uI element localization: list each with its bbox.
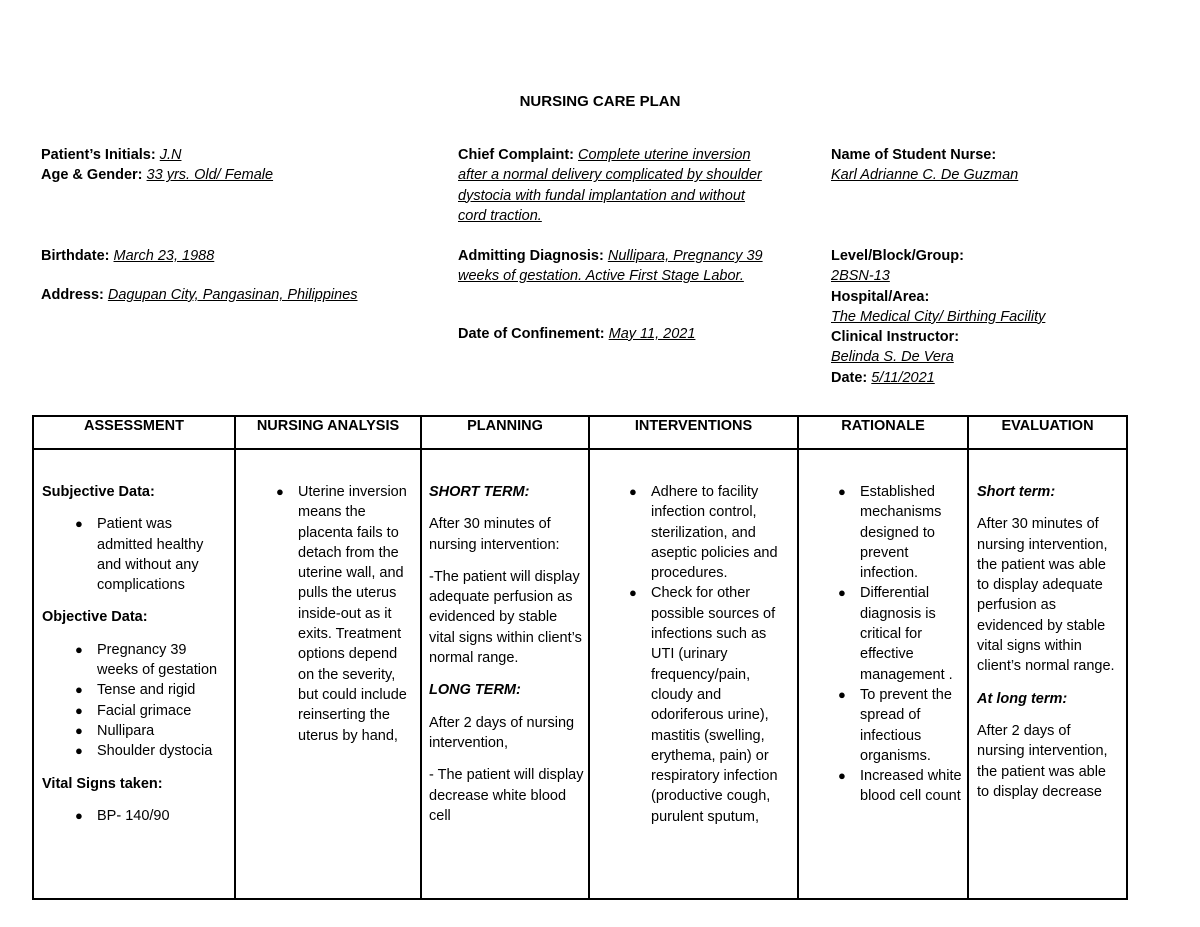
- care-plan-table: [32, 415, 1128, 900]
- address-value: Dagupan City, Pangasinan, Philippines: [107, 287, 358, 303]
- bullet-icon: ●: [75, 516, 83, 532]
- intervention-text: Adhere to facility infection control, sterilization, and aseptic policies and procedures.: [651, 484, 778, 582]
- admitting-diagnosis: [458, 246, 828, 287]
- chief-complaint: [458, 145, 828, 226]
- objective-item: [75, 680, 222, 700]
- objective-text: Shoulder dystocia: [97, 743, 213, 760]
- student-details: [831, 246, 1131, 388]
- planning-cell: [421, 449, 589, 899]
- vitals-label: Vital Signs taken:: [42, 775, 163, 792]
- short-term-goal: -The patient will display adequate perfusion as evidenced by stable vital signs within client’s normal range.: [429, 568, 582, 667]
- diagnosis-line: weeks of gestation. Active First Stage Labor.: [458, 268, 744, 285]
- date-value: 5/11/2021: [871, 369, 935, 386]
- analysis-item: [276, 482, 414, 746]
- rationale-item: [838, 583, 964, 684]
- analysis-text: Uterine inversion means the placenta fails to detach from the uterine wall, and pulls the uterus inside-out as it exits. Treatment options depend on the severity, but could include reinserting the uterus by hand,: [298, 484, 407, 744]
- short-term-intro: After 30 minutes of nursing intervention:: [429, 516, 560, 553]
- objective-item: [75, 640, 222, 681]
- address-label: Address:: [41, 287, 104, 303]
- table-row: [33, 449, 1127, 899]
- student-name-label: Name of Student Nurse:: [831, 147, 997, 163]
- intervention-item: [629, 482, 793, 583]
- rationale-item: [838, 766, 964, 807]
- subjective-item: [75, 514, 222, 595]
- objective-text: Pregnancy 39 weeks of gestation: [97, 641, 218, 679]
- rationale-text: Established mechanisms designed to prevent infection.: [860, 484, 942, 582]
- eval-short-text: After 30 minutes of nursing intervention, the patient was able to display adequate perfusion as evidenced by stable vital signs within client’s normal range.: [977, 516, 1115, 675]
- objective-text: Facial grimace: [97, 702, 192, 719]
- student-name-value: Karl Adrianne C. De Guzman: [831, 167, 1019, 184]
- instructor-value: Belinda S. De Vera: [831, 349, 954, 366]
- interventions-cell: [589, 449, 798, 899]
- bullet-icon: ●: [276, 484, 284, 499]
- bullet-icon: ●: [838, 686, 846, 702]
- complaint-line: dystocia with fundal implantation and without: [458, 187, 745, 204]
- student-info: [831, 145, 1131, 186]
- birthdate-value: March 23, 1988: [113, 248, 215, 264]
- bullet-icon: ●: [75, 807, 83, 823]
- diagnosis-line: Nullipara, Pregnancy 39: [607, 248, 763, 264]
- vitals-item: [75, 806, 222, 826]
- header-nursing-analysis: NURSING ANALYSIS: [235, 416, 421, 449]
- complaint-line: cord traction.: [458, 207, 542, 224]
- header-interventions: INTERVENTIONS: [589, 416, 798, 449]
- diagnosis-label: Admitting Diagnosis:: [458, 248, 604, 264]
- objective-text: Nullipara: [97, 722, 155, 739]
- header-planning: PLANNING: [421, 416, 589, 449]
- eval-long-label: At long term:: [977, 690, 1068, 707]
- address-line: [41, 285, 451, 305]
- rationale-item: [838, 482, 964, 583]
- instructor-label: Clinical Instructor:: [831, 329, 960, 346]
- bullet-icon: ●: [75, 702, 83, 718]
- subjective-text: Patient was admitted healthy and without any complications: [97, 516, 204, 594]
- analysis-cell: [235, 449, 421, 899]
- confinement-label: Date of Confinement:: [458, 326, 605, 342]
- hospital-value: The Medical City/ Birthing Facility: [831, 308, 1046, 325]
- long-term-goal: - The patient will display decrease white blood cell: [429, 767, 584, 824]
- level-label: Level/Block/Group:: [831, 248, 964, 264]
- rationale-cell: [798, 449, 968, 899]
- complaint-label: Chief Complaint:: [458, 147, 574, 163]
- rationale-text: To prevent the spread of infectious organisms.: [860, 686, 952, 764]
- level-value: 2BSN-13: [831, 268, 890, 285]
- complaint-line: after a normal delivery complicated by shoulder: [458, 167, 762, 184]
- assessment-cell: [33, 449, 235, 899]
- subjective-label: Subjective Data:: [42, 484, 155, 500]
- confinement-value: May 11, 2021: [608, 326, 696, 342]
- table-header-row: [33, 416, 1127, 449]
- page-title: NURSING CARE PLAN: [519, 93, 681, 110]
- age-label: Age & Gender:: [41, 167, 143, 184]
- rationale-text: Increased white blood cell count: [860, 768, 962, 805]
- header-assessment: ASSESSMENT: [33, 416, 235, 449]
- objective-item: [75, 701, 222, 721]
- objective-label: Objective Data:: [42, 609, 148, 626]
- bullet-icon: ●: [75, 682, 83, 698]
- objective-item: [75, 741, 222, 761]
- bullet-icon: ●: [75, 722, 83, 738]
- patient-info: [41, 145, 441, 186]
- evaluation-cell: [968, 449, 1127, 899]
- rationale-item: [838, 685, 964, 766]
- bullet-icon: ●: [629, 484, 637, 499]
- initials-value: J.N: [159, 147, 182, 163]
- eval-short-label: Short term:: [977, 484, 1056, 500]
- bullet-icon: ●: [629, 585, 637, 601]
- objective-text: Tense and rigid: [97, 682, 196, 699]
- bullet-icon: ●: [838, 484, 846, 499]
- bullet-icon: ●: [75, 743, 83, 759]
- hospital-label: Hospital/Area:: [831, 288, 930, 305]
- date-label: Date:: [831, 369, 868, 386]
- complaint-line: Complete uterine inversion: [578, 147, 751, 163]
- short-term-label: SHORT TERM:: [429, 484, 530, 500]
- objective-item: [75, 721, 222, 741]
- intervention-text: Check for other possible sources of infections such as UTI (urinary frequency/pain, cloudy and odoriferous urine), mastitis (swelling, erythema, pain) or respiratory infection (productive cough, purulent sputum,: [651, 585, 778, 825]
- vitals-text: BP- 140/90: [97, 807, 170, 824]
- age-value: 33 yrs. Old/ Female: [146, 167, 274, 184]
- header-evaluation: EVALUATION: [968, 416, 1127, 449]
- intervention-item: [629, 583, 793, 827]
- eval-long-text: After 2 days of nursing intervention, the patient was able to display decrease: [977, 722, 1108, 800]
- confinement-line: [458, 324, 828, 344]
- birthdate-line: [41, 246, 441, 266]
- birthdate-label: Birthdate:: [41, 248, 110, 264]
- bullet-icon: ●: [838, 768, 846, 784]
- long-term-intro: After 2 days of nursing intervention,: [429, 714, 575, 751]
- rationale-text: Differential diagnosis is critical for effective management .: [860, 585, 953, 683]
- long-term-label: LONG TERM:: [429, 682, 521, 699]
- bullet-icon: ●: [75, 641, 83, 657]
- bullet-icon: ●: [838, 585, 846, 601]
- initials-label: Patient’s Initials:: [41, 147, 156, 163]
- header-rationale: RATIONALE: [798, 416, 968, 449]
